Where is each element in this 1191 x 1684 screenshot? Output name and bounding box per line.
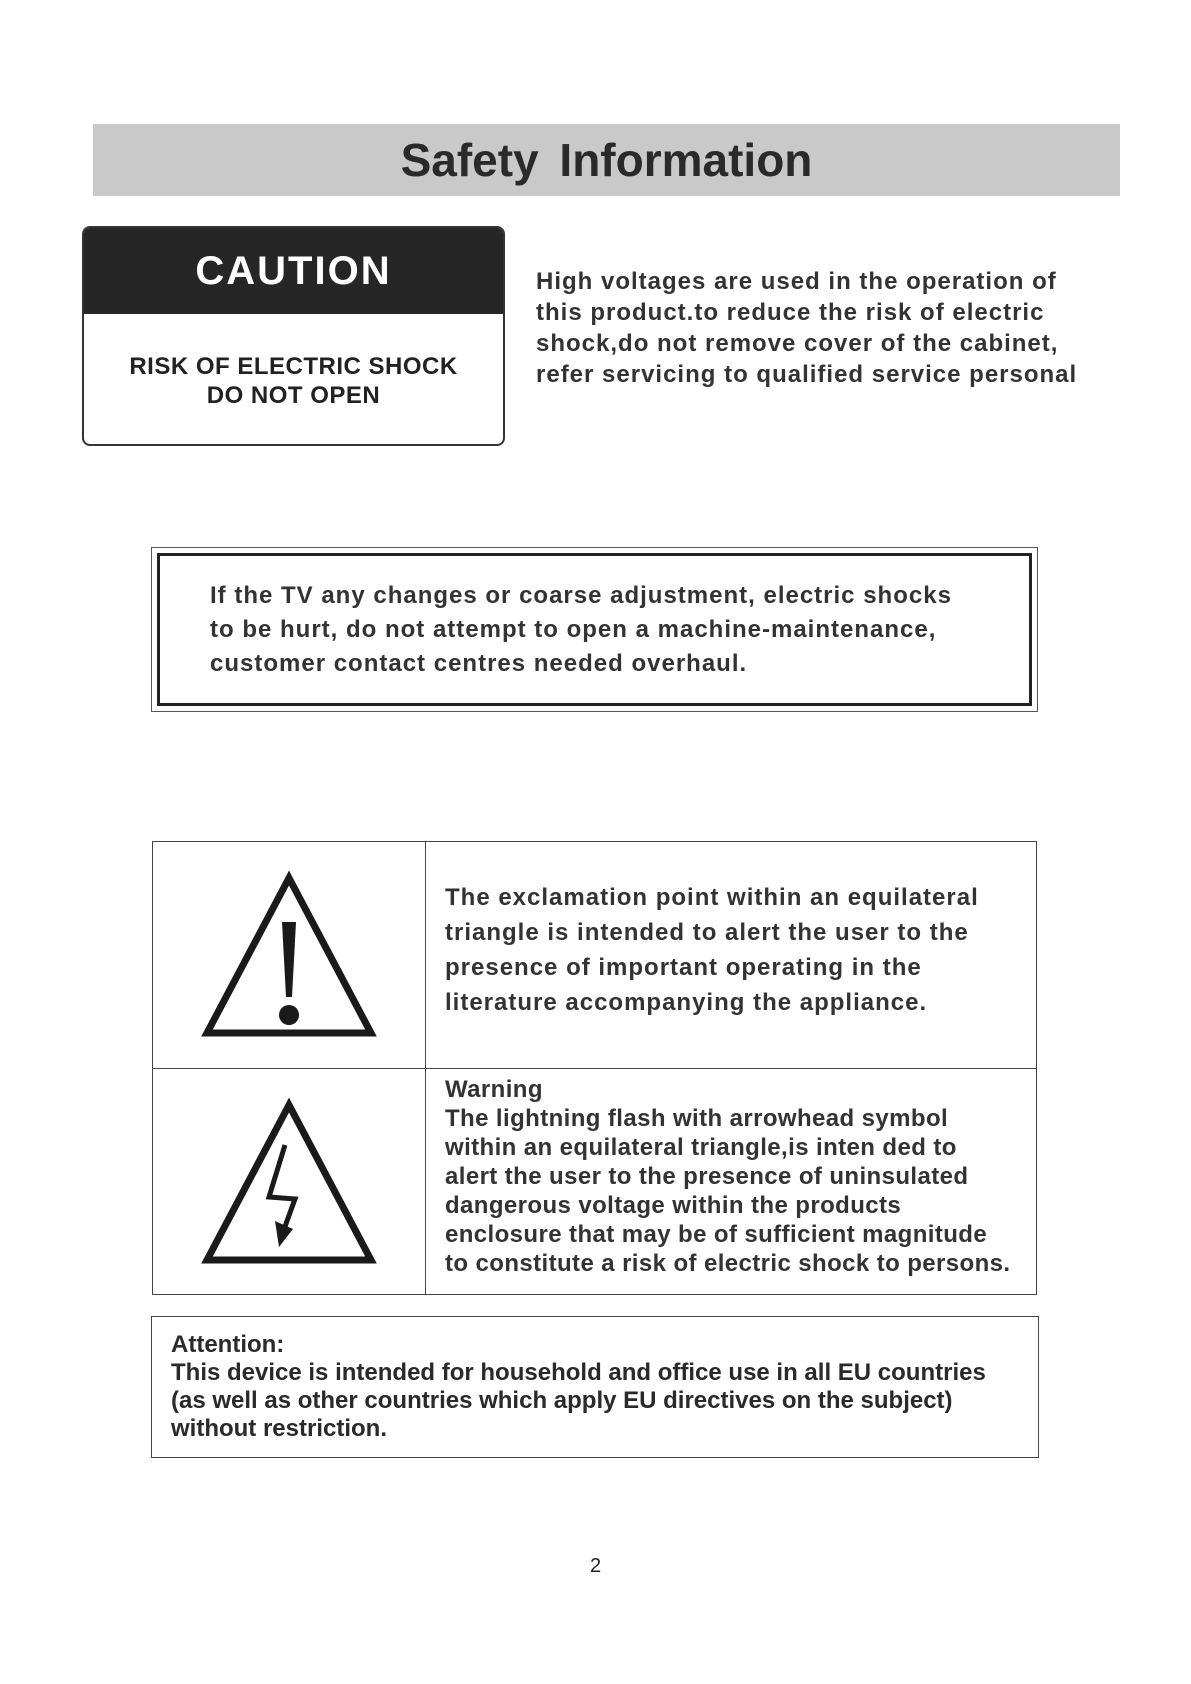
attention-line: (as well as other countries which apply EU directives on the subject) [171,1387,953,1414]
attention-line: This device is intended for household and office use in all EU countries [171,1359,986,1386]
tv-notice [157,553,1032,706]
voltage-notice [536,266,1126,390]
lightning-description-line: to constitute a risk of electric shock to persons. [445,1250,1011,1277]
warning-heading: Warning [445,1076,543,1103]
caution-label [82,226,505,446]
symbol-table [152,841,1037,1295]
exclamation-description [445,880,1030,1020]
exclamation-description-line: triangle is intended to alert the user to the [445,919,969,946]
exclamation-triangle-icon [199,870,379,1040]
lightning-description-line: The lightning flash with arrowhead symbol [445,1105,949,1132]
voltage-notice-line: High voltages are used in the operation of [536,268,1057,295]
caution-line: DO NOT OPEN [206,382,381,409]
voltage-notice-line: shock,do not remove cover of the cabinet, [536,330,1059,357]
exclamation-description-line: presence of important operating in the [445,954,922,981]
page-number: 2 [589,1555,602,1577]
caution-line: RISK OF ELECTRIC SHOCK [129,353,458,380]
lightning-description-line: enclosure that may be of sufficient magnitude [445,1221,988,1248]
tv-notice-line: If the TV any changes or coarse adjustment, electric shocks [210,582,952,609]
tv-notice-box [151,547,1038,712]
attention-heading: Attention: [171,1331,285,1358]
exclamation-description-line: literature accompanying the appliance. [445,989,928,1016]
lightning-description-line: alert the user to the presence of uninsulated [445,1163,969,1190]
caution-heading: CAUTION [84,228,503,314]
lightning-triangle-icon [199,1097,379,1267]
lightning-description [445,1075,1030,1278]
symbol-row-lightning [153,1069,1036,1295]
exclamation-description-line: The exclamation point within an equilateral [445,884,979,911]
page-title: Safety Information [400,134,813,186]
lightning-description-line: within an equilateral triangle,is inten ded to [445,1134,957,1161]
symbol-icon-cell [153,842,426,1068]
attention-line: without restriction. [171,1415,387,1442]
title-bar [93,124,1120,196]
tv-notice-line: to be hurt, do not attempt to open a machine-maintenance, [210,616,937,643]
caution-body [84,314,503,410]
voltage-notice-line: refer servicing to qualified service personal [536,361,1078,388]
symbol-icon-cell [153,1069,426,1295]
tv-notice-line: customer contact centres needed overhaul. [210,650,748,677]
voltage-notice-line: this product.to reduce the risk of electric [536,299,1045,326]
symbol-row-exclamation [153,842,1036,1069]
attention-box [151,1316,1039,1458]
lightning-description-line: dangerous voltage within the products [445,1192,902,1219]
